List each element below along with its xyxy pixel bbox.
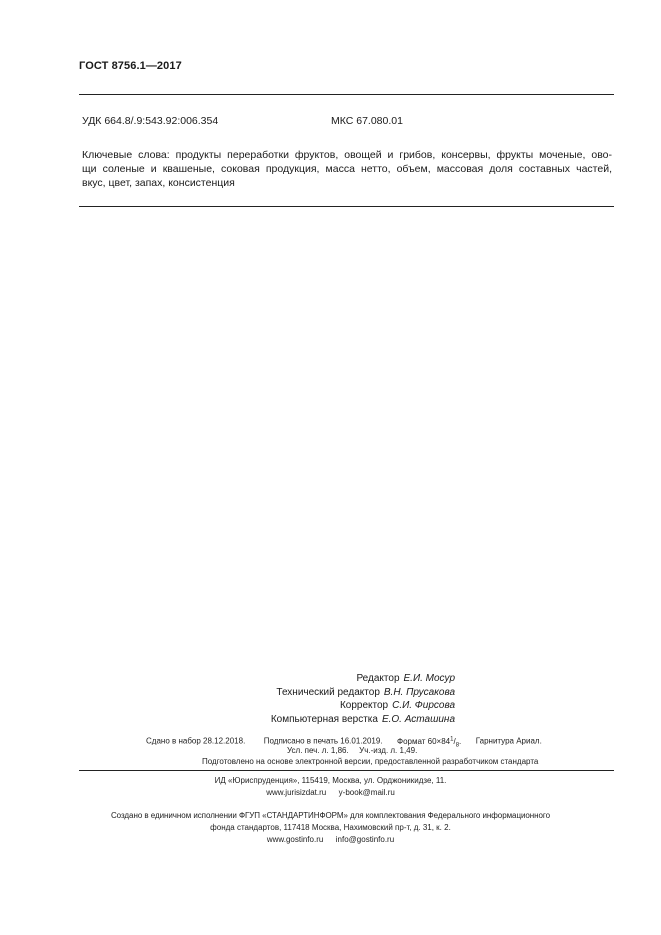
publisher-address: ИД «Юриспруденция», 115419, Москва, ул. Орджоникидзе, 11. [214, 776, 447, 785]
keywords-line: вкус, цвет, запах, консистенция [82, 177, 235, 189]
credit-tech-editor [200, 686, 460, 700]
print-sheets: Усл. печ. л. 1,86. [287, 746, 349, 755]
credit-person: Е.О. Асташина [381, 713, 455, 725]
mks-code: МКС 67.080.01 [331, 115, 403, 127]
gostinfo-website-link[interactable]: www.gostinfo.ru [266, 835, 324, 844]
credit-role: Компьютерная верстка [270, 713, 378, 725]
keywords-divider [79, 206, 614, 207]
document-header-title: ГОСТ 8756.1—2017 [79, 60, 182, 72]
paper-format: Формат $60\times 84^1/_8$. [397, 736, 462, 749]
publisher-email-link[interactable]: y-book@mail.ru [338, 788, 395, 797]
typeface: Гарнитура Ариал. [475, 736, 542, 746]
credit-person: Е.И. Мосур [403, 673, 455, 684]
signed-date: Подписано в печать 16.01.2019. [263, 736, 383, 746]
created-note-line-1: Создано в единичном исполнении ФГУП «СТАНДАРТИНФОРМ» для комплектования Федерального информационного [110, 811, 551, 820]
publisher-contacts [0, 787, 661, 799]
keywords-line: Ключевые слова: продукты переработки фруктов, овощей и грибов, консервы, фрукты моченые, ово- [82, 149, 612, 161]
credit-role: Корректор [339, 700, 389, 711]
publication-divider [79, 770, 614, 771]
credit-person: В.Н. Прусакова [383, 686, 455, 698]
submitted-date: Сдано в набор 28.12.2018. [146, 736, 246, 746]
credit-person: С.И. Фирсова [392, 700, 455, 711]
keywords-line: щи соленые и квашеные, соковая продукция, масса нетто, объем, массовая доля составных частей, [82, 163, 612, 175]
prepared-note: Подготовлено на основе электронной версии, предоставленной разработчиком стандарта [202, 757, 539, 766]
gostinfo-email-link[interactable]: info@gostinfo.ru [335, 835, 395, 844]
keywords-paragraph [82, 148, 612, 190]
credit-layout [200, 713, 460, 727]
credit-role: Редактор [356, 673, 400, 684]
publisher-website-link[interactable]: www.jurisizdat.ru [266, 788, 327, 797]
credit-proofreader [200, 699, 460, 713]
standartinform-contacts [0, 834, 661, 846]
credit-editor [200, 672, 460, 686]
top-divider [79, 94, 614, 95]
credits-block [200, 672, 460, 726]
credit-role: Технический редактор [276, 686, 380, 698]
udk-code: УДК 664.8/.9:543.92:006.354 [82, 115, 219, 127]
edition-sheets: Уч.-изд. л. 1,49. [359, 746, 418, 755]
created-note-line-2: фонда стандартов, 117418 Москва, Нахимовский пр-т, д. 31, к. 2. [210, 823, 451, 832]
